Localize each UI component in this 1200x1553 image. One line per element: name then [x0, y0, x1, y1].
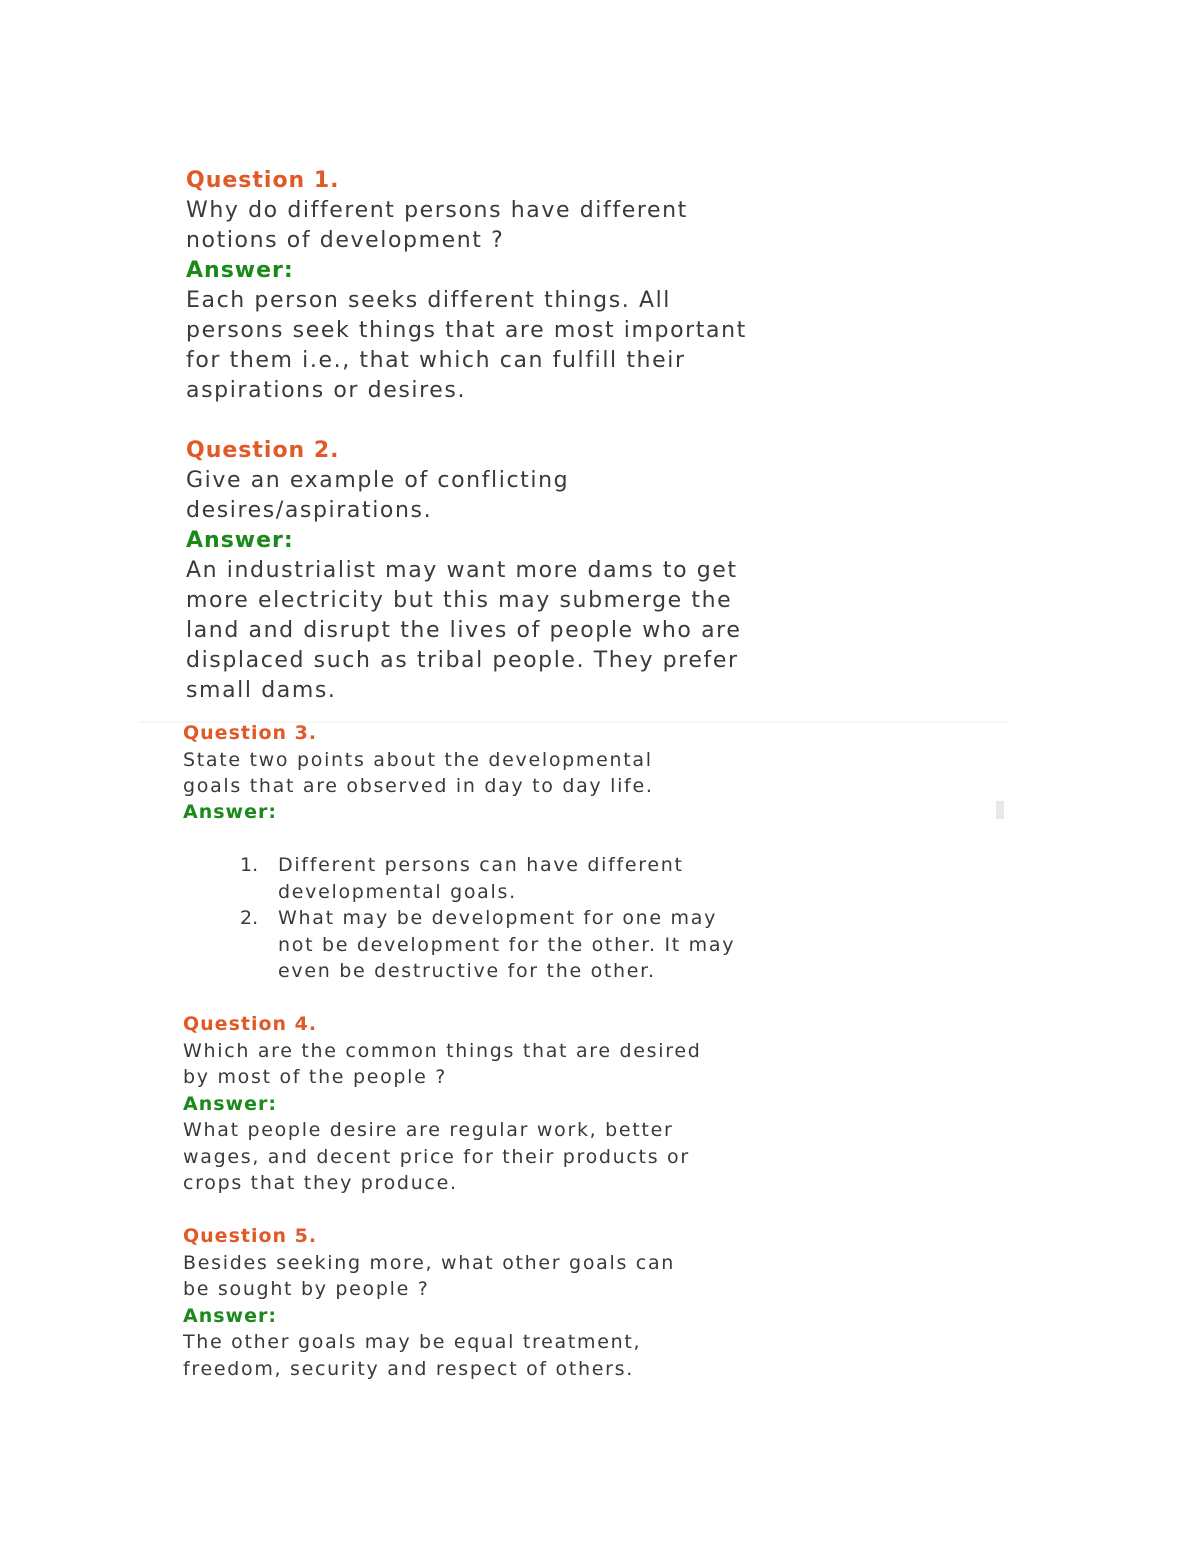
answer-text-line: wages, and decent price for their products or	[183, 1146, 690, 1168]
list-item-text-line: developmental goals.	[278, 881, 517, 903]
question-text-line: be sought by people ?	[183, 1278, 430, 1300]
question-text-line: Why do different persons have different	[186, 198, 688, 223]
list-item-text-line: even be destructive for the other.	[278, 960, 656, 982]
answer-text-line: aspirations or desires.	[186, 378, 467, 403]
question-text-line: goals that are observed in day to day life.	[183, 775, 654, 797]
question-text-line: desires/aspirations.	[186, 498, 433, 523]
answer-text-line: more electricity but this may submerge the	[186, 588, 733, 613]
question-text-line: by most of the people ?	[183, 1066, 448, 1088]
list-item-text-line: Different persons can have different	[278, 854, 684, 876]
question-title: Question 4.	[183, 1013, 318, 1035]
question-text-line: Give an example of conflicting	[186, 468, 570, 493]
question-text-line: notions of development ?	[186, 228, 505, 253]
answer-text-line: An industrialist may want more dams to get	[186, 558, 738, 583]
answer-text-line: for them i.e., that which can fulfill their	[186, 348, 686, 373]
question-text-line: Besides seeking more, what other goals can	[183, 1252, 676, 1274]
answer-title: Answer:	[183, 801, 277, 823]
answer-text-line: displaced such as tribal people. They prefer	[186, 648, 739, 673]
scrollbar-thumb	[996, 801, 1004, 819]
answer-text-line: Each person seeks different things. All	[186, 288, 672, 313]
answer-text-line: persons seek things that are most important	[186, 318, 747, 343]
answer-text-line: freedom, security and respect of others.	[183, 1358, 634, 1380]
answer-text-line: crops that they produce.	[183, 1172, 458, 1194]
list-item-number: 1.	[240, 854, 259, 876]
question-title: Question 1.	[186, 168, 340, 193]
question-title: Question 5.	[183, 1225, 318, 1247]
question-title: Question 3.	[183, 722, 318, 744]
answer-text-line: small dams.	[186, 678, 337, 703]
answer-title: Answer:	[186, 528, 294, 553]
answer-title: Answer:	[183, 1305, 277, 1327]
list-item-text-line: not be development for the other. It may	[278, 934, 736, 956]
list-item-text-line: What may be development for one may	[278, 907, 718, 929]
answer-title: Answer:	[186, 258, 294, 283]
question-text-line: State two points about the developmental	[183, 749, 653, 771]
list-item-number: 2.	[240, 907, 259, 929]
answer-text-line: land and disrupt the lives of people who are	[186, 618, 742, 643]
answer-text-line: What people desire are regular work, better	[183, 1119, 674, 1141]
answer-text-line: The other goals may be equal treatment,	[183, 1331, 642, 1353]
answer-title: Answer:	[183, 1093, 277, 1115]
question-title: Question 2.	[186, 438, 340, 463]
question-text-line: Which are the common things that are desired	[183, 1040, 702, 1062]
